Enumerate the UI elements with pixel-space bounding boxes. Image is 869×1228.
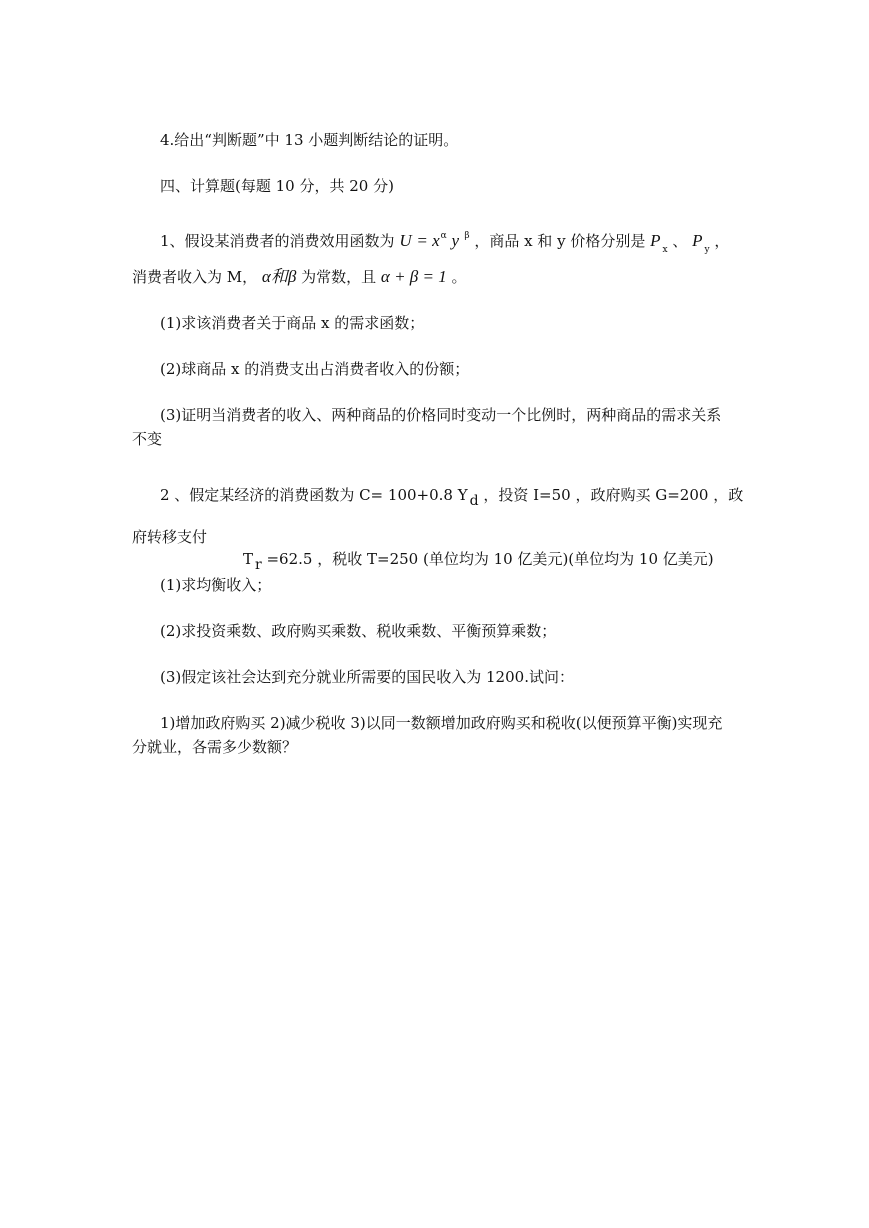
tax-text: =62.5 ，税收 T=250 (单位均为 10 亿美元)(单位均为 10 亿美元) <box>261 550 714 568</box>
price-x-subscript: x <box>662 245 668 255</box>
section-heading: 四、计算题(每题 10 分，共 20 分) <box>160 177 394 195</box>
problem-1-line-1 <box>160 231 729 254</box>
sentence-end: 。 <box>451 268 467 286</box>
problem-1-intro: 1、假设某消费者的消费效用函数为 <box>160 232 395 250</box>
price-y-subscript: y <box>704 245 710 255</box>
problem-2-question-3: (3)假定该社会达到充分就业所需要的国民收入为 1200.试问： <box>160 668 574 686</box>
price-x-symbol: P <box>650 231 661 250</box>
problem-2-line-2: 府转移支付 <box>132 528 208 546</box>
formula-y: y <box>451 231 464 250</box>
formula-x: x <box>432 231 440 250</box>
problem-2-question-1: (1)求均衡收入； <box>160 576 272 594</box>
problem-2-question-3-detail-line-1: 1)增加政府购买 2)减少税收 3)以同一数额增加政府购买和税收(以便预算平衡)实现充 <box>160 714 723 732</box>
problem-2-line-3 <box>243 549 714 573</box>
transfer-symbol: T <box>243 550 254 568</box>
investment-government-text: ，投资 I=50 ，政府购买 G=200 ，政 <box>478 486 744 504</box>
problem-1-line-2 <box>132 267 467 287</box>
problem-1-question-3-line-2: 不变 <box>132 430 163 448</box>
problem-1-question-3-line-1: (3)证明当消费者的收入、两种商品的价格同时变动一个比例时，两种商品的需求关系 <box>160 406 722 424</box>
sum-formula: α + β = 1 <box>380 267 447 286</box>
beta-exponent: β <box>464 231 470 241</box>
problem-1-question-1: (1)求该消费者关于商品 x 的需求函数； <box>160 314 425 332</box>
formula-equals: = <box>416 231 433 250</box>
problem-2-line-1 <box>160 485 744 509</box>
line-end-comma: ， <box>714 232 730 250</box>
price-y-symbol: P <box>692 231 703 250</box>
constants-text: 为常数，且 <box>301 268 377 286</box>
consumption-function-text: 2 、假定某经济的消费函数为 C= 100+0.8 Y <box>160 486 468 504</box>
income-text: 消费者收入为 M， <box>132 268 258 286</box>
problem-2-question-2: (2)求投资乘数、政府购买乘数、税收乘数、平衡预算乘数； <box>160 622 557 640</box>
transfer-subscript: r <box>255 557 262 573</box>
yd-subscript: d <box>469 493 479 509</box>
question-4-text: 4.给出“判断题”中 13 小题判断结论的证明。 <box>160 131 459 149</box>
alpha-exponent: α <box>440 231 447 241</box>
price-intro-text: ，商品 x 和 y 价格分别是 <box>474 232 646 250</box>
problem-2-question-3-detail-line-2: 分就业，各需多少数额？ <box>132 738 298 756</box>
alpha-beta-symbols: α和β <box>261 267 297 286</box>
problem-1-question-2: (2)球商品 x 的消费支出占消费者收入的份额； <box>160 360 470 378</box>
price-separator: 、 <box>672 232 693 250</box>
utility-symbol: U <box>399 231 412 250</box>
